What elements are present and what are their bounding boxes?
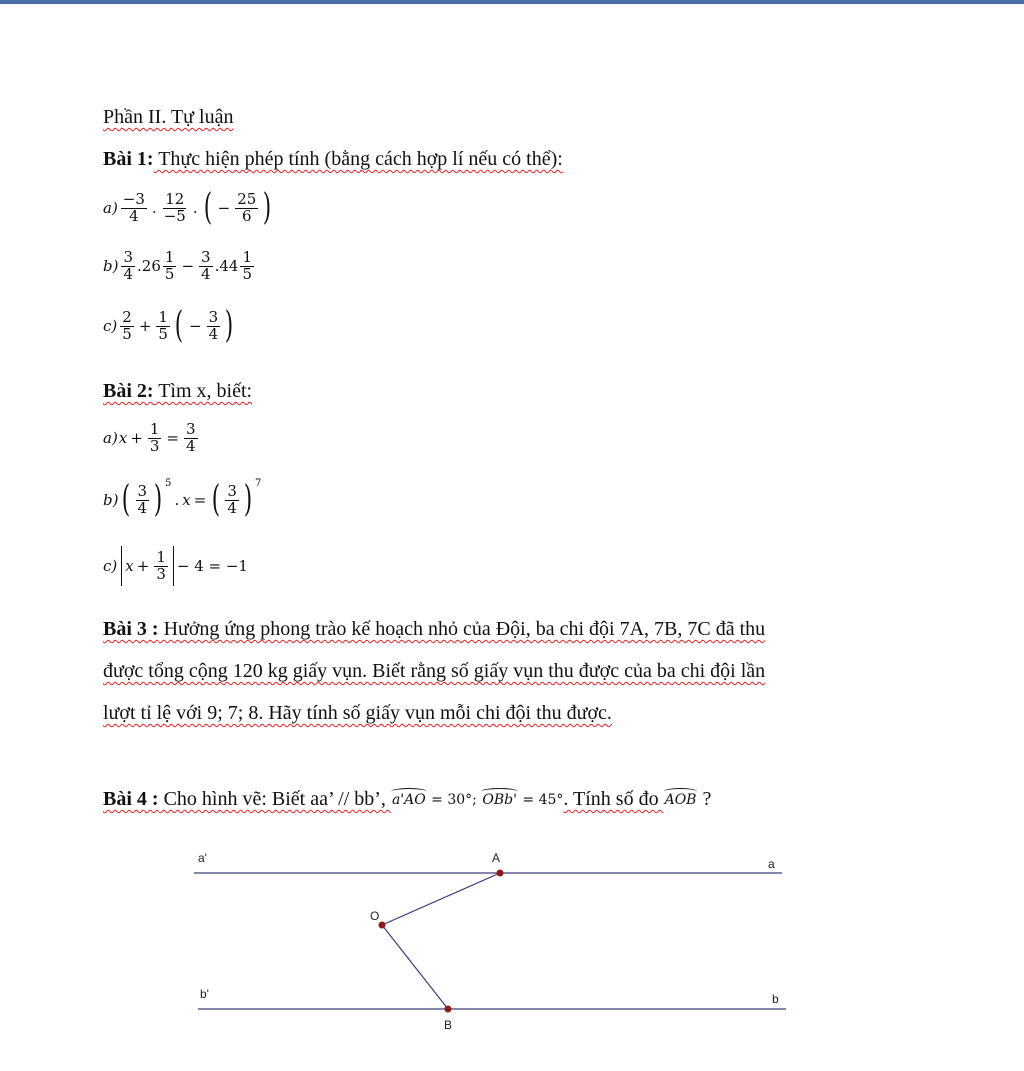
fraction: $\frac{1}{5}$ [164, 248, 175, 283]
bai2-c: c) x + $\frac{1}{3}$ − 4 = −1 [103, 546, 248, 586]
bai2-title: Bài 2: [103, 380, 154, 402]
fraction: $\frac{3}{4}$ [137, 481, 148, 517]
bai1-b: b) $\frac{3}{4}$ . 26 $\frac{1}{5}$ − $\frac{3}{4}$ . 44 $\frac{1}{5}$ [103, 248, 252, 283]
bai3-title: Bài 3 : [103, 618, 159, 640]
fraction: $\frac{-3}{4}$ [122, 189, 145, 225]
bai4-line: Bài 4 : Cho hình vẽ: Biết aa’ // bb’, a'AO = 30°; OBb' = 45° . Tính số đo AOB ? [103, 788, 712, 810]
bai2-a: a) x + $\frac{1}{3}$ = $\frac{3}{4}$ [103, 420, 196, 455]
fraction: $\frac{3}{4}$ [185, 420, 196, 455]
fraction: $\frac{3}{4}$ [123, 248, 134, 283]
bai1-text: Thực hiện phép tính (bằng cách hợp lí nếu có thể): [153, 148, 563, 170]
fraction: $\frac{1}{3}$ [156, 547, 166, 583]
fraction: $\frac{3}{4}$ [227, 481, 237, 517]
bai1-a: a) $\frac{-3}{4}$ . $\frac{12}{-5}$ . ( − $\frac{25}{6}$ ) [103, 187, 272, 228]
bai1-c: c) $\frac{2}{5}$ + $\frac{1}{5}$ ( − $\frac{3}{4}$ ) [103, 305, 234, 346]
point-A [497, 870, 503, 876]
label-O: O [370, 909, 380, 923]
bai2-text: Tìm x, biết: [153, 380, 253, 402]
label-b-prime: b' [200, 987, 209, 1001]
fraction: $\frac{1}{3}$ [149, 420, 160, 455]
fraction: $\frac{3}{4}$ [208, 307, 219, 343]
label-B: B [444, 1018, 453, 1032]
fraction: $\frac{25}{6}$ [237, 189, 257, 225]
bai2-heading [103, 380, 252, 403]
bai1-title: Bài 1: [103, 148, 154, 170]
point-O [379, 922, 385, 928]
bai3-line2: được tổng cộng 120 kg giấy vụn. Biết rằng số giấy vụn thu được của ba chi đội lần [103, 660, 766, 682]
bai1-heading [103, 148, 563, 171]
fraction: $\frac{12}{-5}$ [163, 189, 186, 225]
label-b: b [772, 992, 779, 1006]
fraction: $\frac{2}{5}$ [122, 307, 132, 343]
segment-OB [382, 925, 448, 1009]
bai3-line3: lượt tỉ lệ với 9; 7; 8. Hãy tính số giấy vụn mỗi chi đội thu được. [103, 702, 612, 724]
label-a: a [768, 857, 775, 871]
label-a-prime: a' [198, 851, 207, 865]
section-title: Phần II. Tự luận [103, 106, 234, 128]
bai3-line1: Bài 3 : Hưởng ứng phong trào kế hoạch nhỏ của Đội, ba chi đội 7A, 7B, 7C đã thu [103, 618, 766, 640]
segment-AO [382, 873, 500, 925]
label-A: A [492, 851, 501, 865]
point-B [445, 1006, 451, 1012]
bai4-title: Bài 4 : [103, 788, 159, 810]
geometry-figure [180, 840, 800, 1040]
fraction: $\frac{1}{5}$ [242, 248, 252, 283]
fraction: $\frac{1}{5}$ [158, 307, 168, 343]
bai2-b: b) ( $\frac{3}{4}$ ) 5 . x = ( $\frac{3}{4}$ ) 7 [103, 478, 262, 520]
angle-expression: a'AO = 30°; OBb' = 45° [391, 791, 564, 808]
fraction: $\frac{3}{4}$ [201, 248, 211, 283]
